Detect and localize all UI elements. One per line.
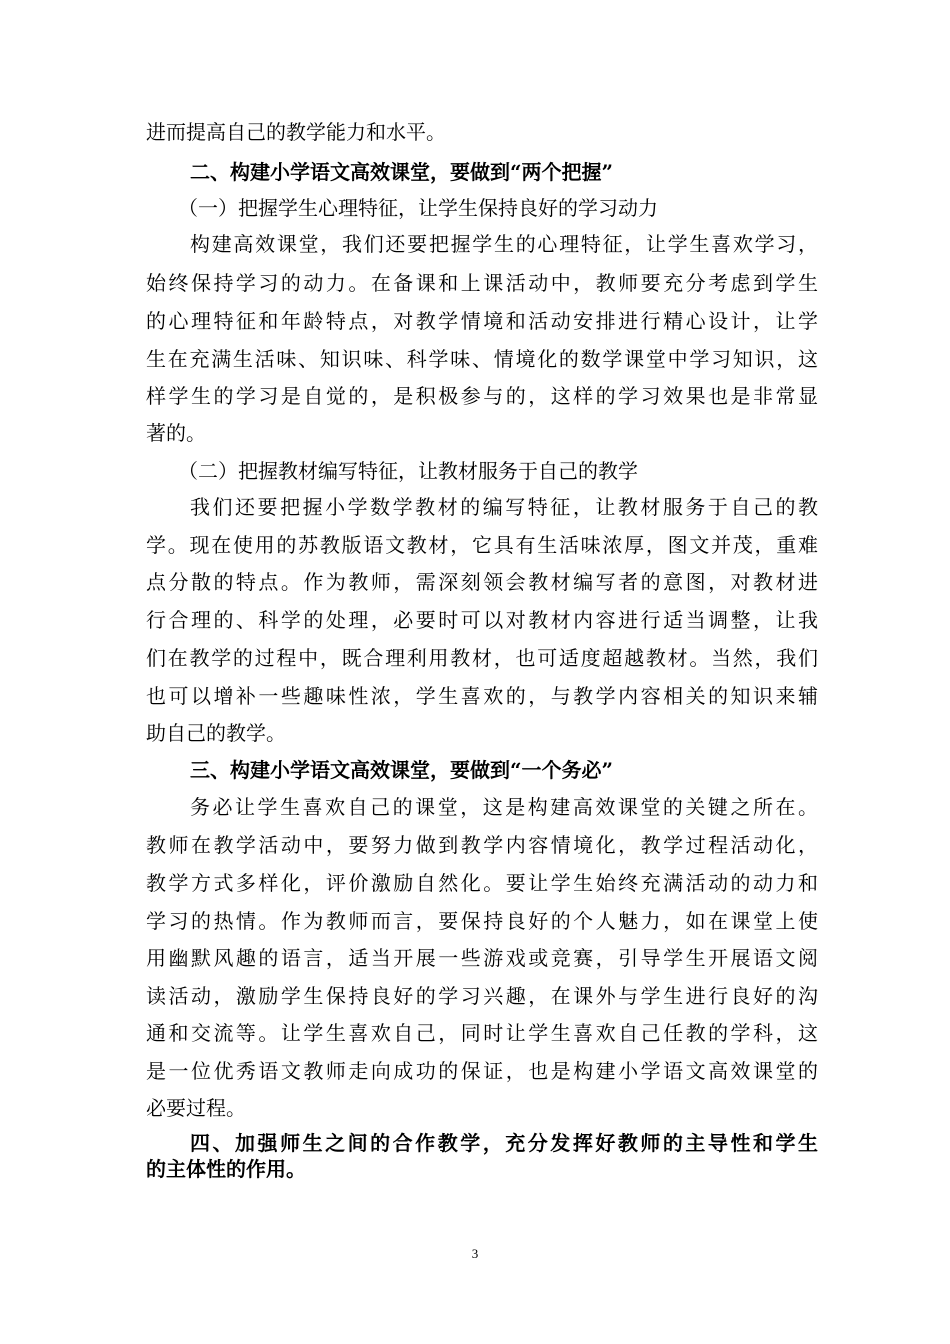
paragraph-line: 教师在教学活动中，要努力做到教学内容情境化，教学过程活动化，: [146, 833, 818, 857]
paragraph-line: 也可以增补一些趣味性浓，学生喜欢的，与教学内容相关的知识来辅: [146, 684, 818, 708]
paragraph-line: 用幽默风趣的语言，适当开展一些游戏或竞赛，引导学生开展语文阅: [146, 946, 818, 970]
paragraph-line: 学习的热情。作为教师而言，要保持良好的个人魅力，如在课堂上使: [146, 909, 818, 933]
paragraph-line: 助自己的教学。: [146, 721, 286, 745]
paragraph-line: 点分散的特点。作为教师，需深刻领会教材编写者的意图，对教材进: [146, 570, 818, 594]
paragraph-line: 著的。: [146, 421, 206, 445]
paragraph-line: 务必让学生喜欢自己的课堂，这是构建高效课堂的关键之所在。: [190, 795, 818, 819]
paragraph-line: 的心理特征和年龄特点，对教学情境和活动安排进行精心设计，让学: [146, 309, 818, 333]
paragraph-line: 读活动，激励学生保持良好的学习兴趣，在课外与学生进行良好的沟: [146, 984, 818, 1008]
paragraph-line: 通和交流等。让学生喜欢自己，同时让学生喜欢自己任教的学科，这: [146, 1021, 818, 1045]
section-heading-4-continued: 的主体性的作用。: [146, 1157, 306, 1181]
paragraph-line: 行合理的、科学的处理，必要时可以对教材内容进行适当调整，让我: [146, 608, 818, 632]
paragraph-line: 必要过程。: [146, 1096, 246, 1120]
paragraph-line: 进而提高自己的教学能力和水平。: [146, 120, 446, 144]
page-number: 3: [471, 1246, 479, 1261]
paragraph-line: 是一位优秀语文教师走向成功的保证，也是构建小学语文高效课堂的: [146, 1059, 818, 1083]
subsection-heading-2-1: （一）把握学生心理特征，让学生保持良好的学习动力: [178, 196, 658, 220]
paragraph-line: 们在教学的过程中，既合理利用教材，也可适度超越教材。当然，我们: [146, 646, 818, 670]
subsection-heading-2-2: （二）把握教材编写特征，让教材服务于自己的教学: [178, 459, 638, 483]
paragraph-line: 构建高效课堂，我们还要把握学生的心理特征，让学生喜欢学习，: [190, 232, 818, 256]
section-heading-3: 三、构建小学语文高效课堂，要做到“一个务必”: [190, 758, 614, 782]
section-heading-2: 二、构建小学语文高效课堂，要做到“两个把握”: [190, 160, 614, 184]
section-heading-4: 四、加强师生之间的合作教学，充分发挥好教师的主导性和学生: [190, 1131, 818, 1155]
paragraph-line: 教学方式多样化，评价激励自然化。要让学生始终充满活动的动力和: [146, 871, 818, 895]
paragraph-line: 生在充满生活味、知识味、科学味、情境化的数学课堂中学习知识，这: [146, 347, 818, 371]
paragraph-line: 我们还要把握小学数学教材的编写特征，让教材服务于自己的教: [190, 495, 818, 519]
paragraph-line: 始终保持学习的动力。在备课和上课活动中，教师要充分考虑到学生: [146, 271, 818, 295]
paragraph-line: 学。现在使用的苏教版语文教材，它具有生活味浓厚，图文并茂，重难: [146, 533, 818, 557]
paragraph-line: 样学生的学习是自觉的，是积极参与的，这样的学习效果也是非常显: [146, 384, 818, 408]
